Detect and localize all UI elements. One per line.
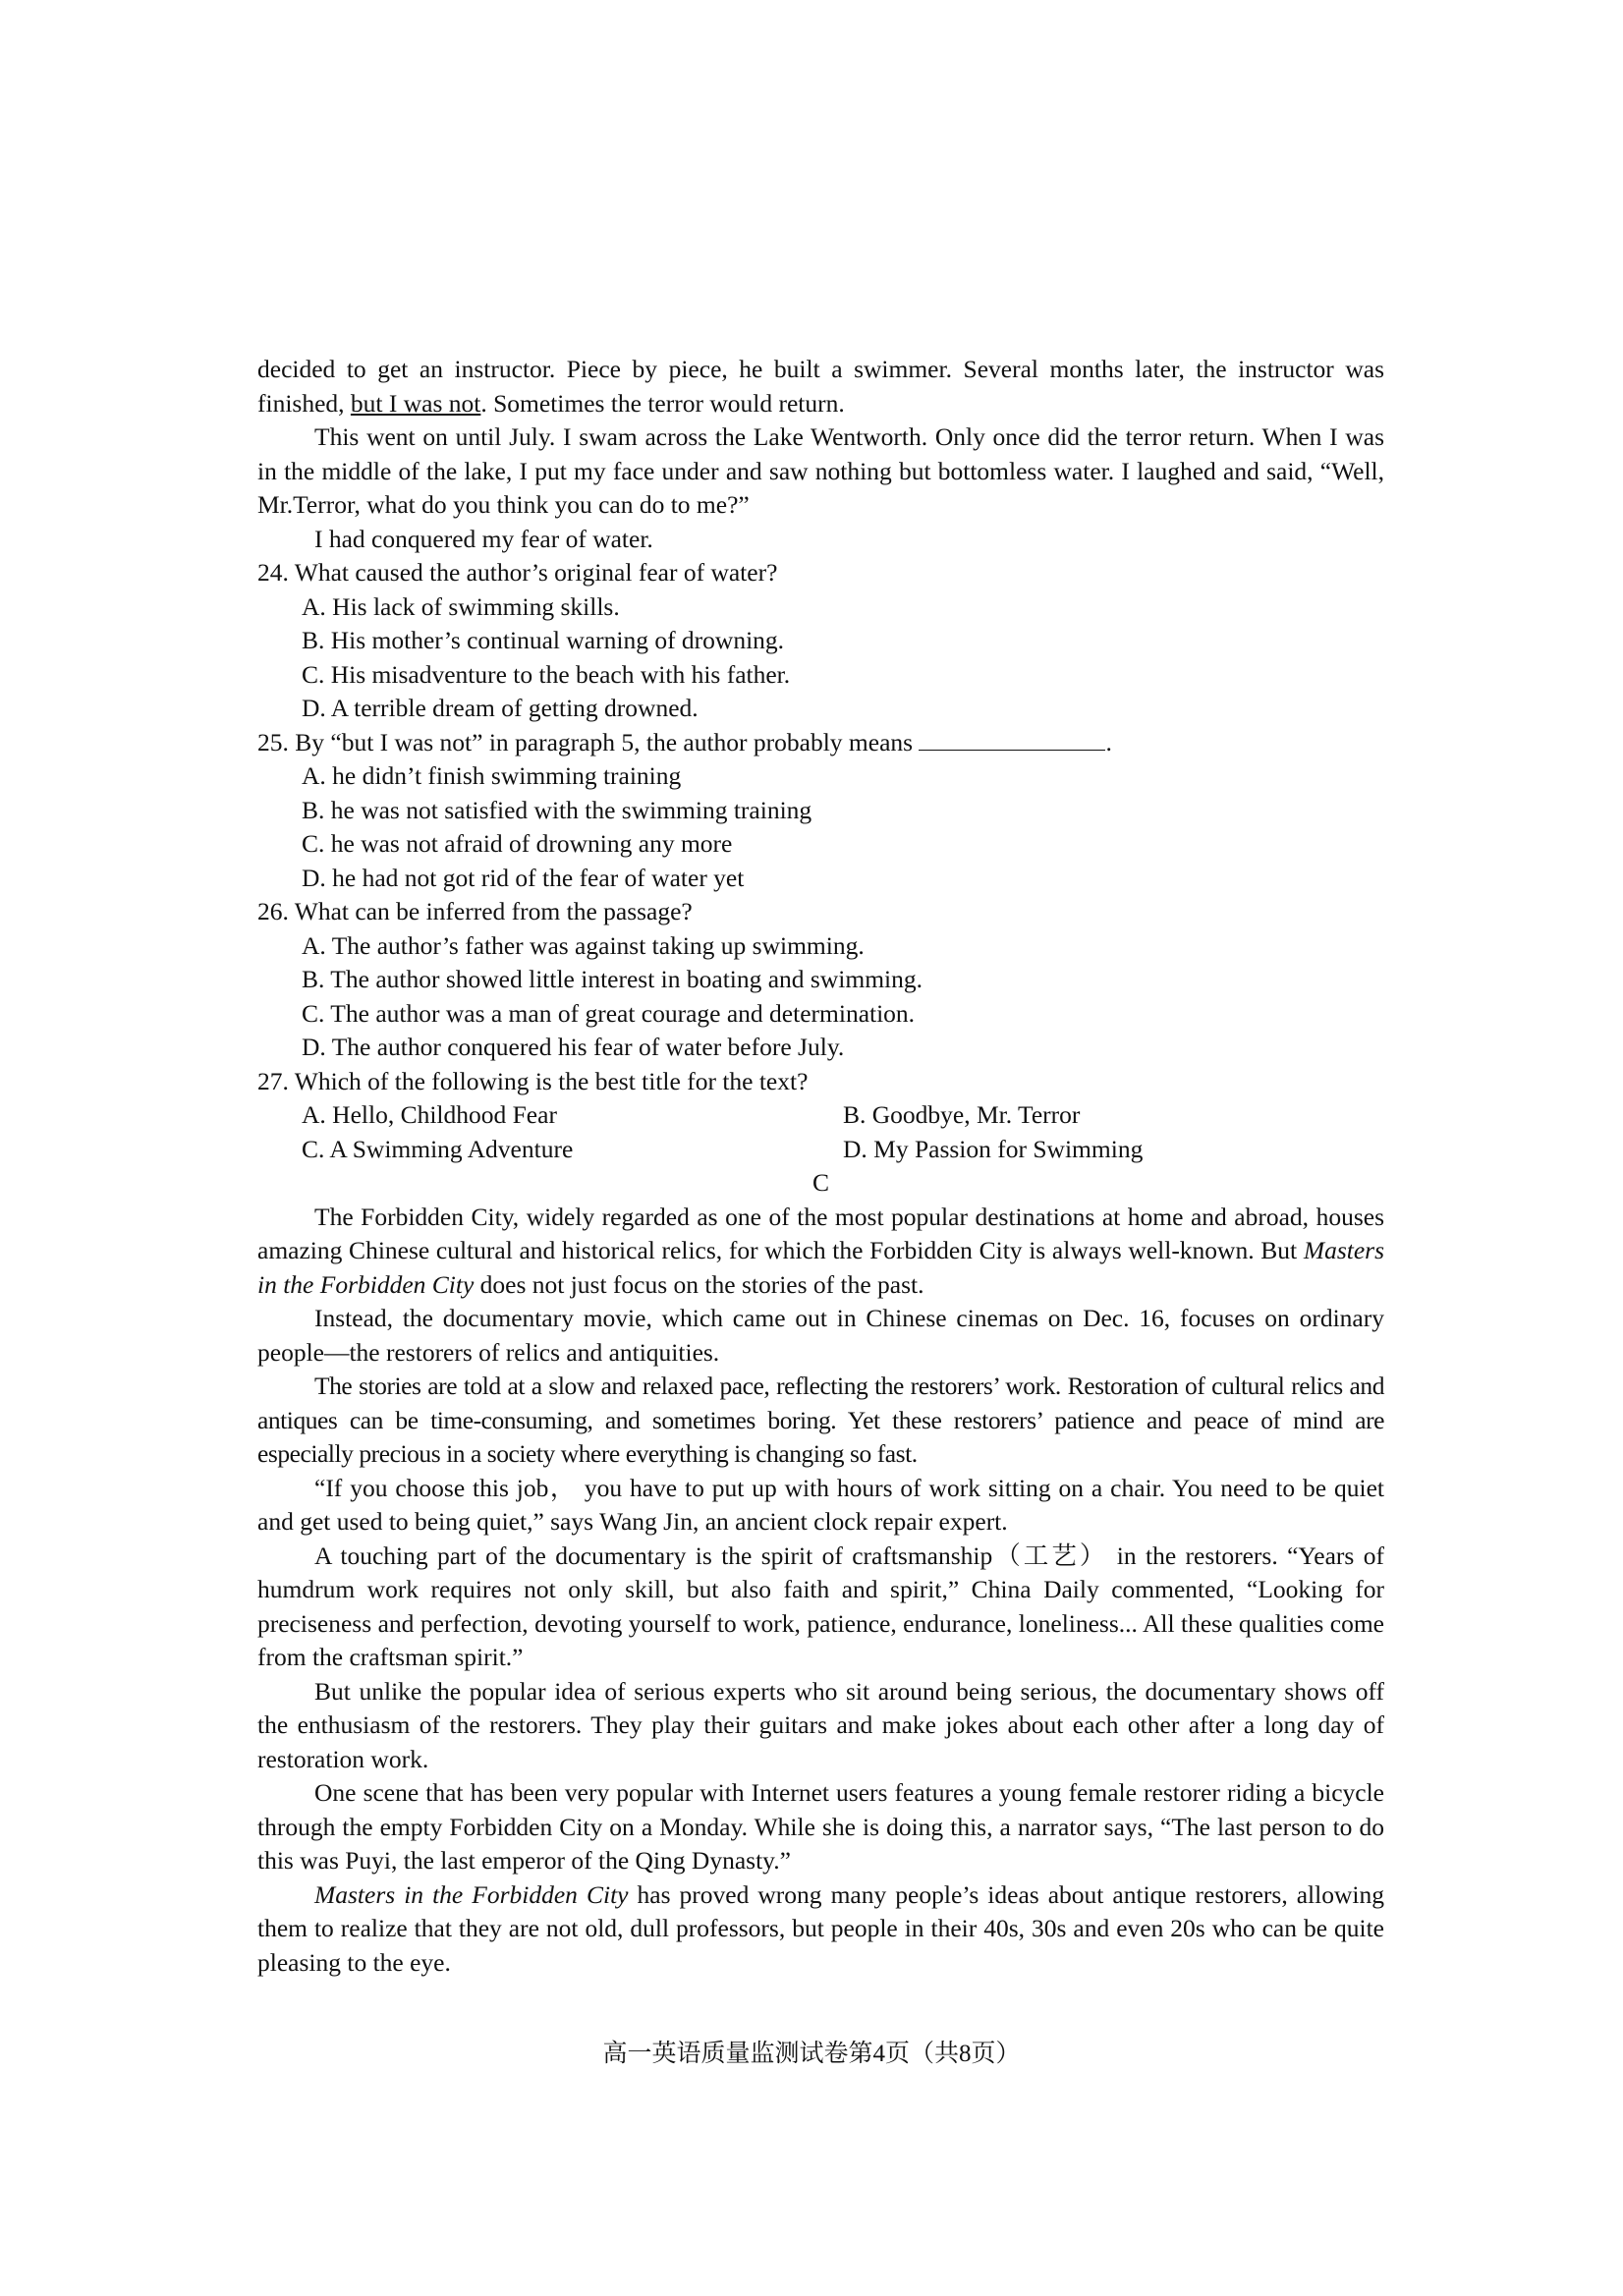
passage-c-paragraph [257,1201,1384,1303]
question-option: C. he was not afraid of drowning any more [302,829,733,858]
passage-c-paragraph [257,1878,1384,1981]
answer-blank [919,726,1105,751]
question-stem-end: . [1105,727,1112,756]
underlined-phrase: but I was not [350,388,481,418]
paragraph-text: The Forbidden City, widely regarded as one of the most popular destinations at home and abroad, houses amazing Chinese cultural and historical relics, for which the Forbidden City is always well-known. But [257,1202,1384,1264]
question-option: A. Hello, Childhood Fear [302,1100,557,1129]
question-option: D. The author conquered his fear of water before July. [302,1033,845,1061]
question-option: A. he didn’t finish swimming training [302,761,682,790]
question-option: C. His misadventure to the beach with his father. [302,659,791,689]
question-stem: 27. Which of the following is the best title for the text? [257,1066,809,1095]
option-row [257,1098,1384,1133]
film-title: Masters in the Forbidden City [257,1236,1384,1299]
passage-c-paragraph: A touching part of the documentary is the spirit of craftsmanship（工艺） in the restorers. “Years of humdrum work requires not only skill, but also faith and spirit,” China Daily commented, “Looking for preciseness and perfection, devoting yourself to work, patience, endurance, loneliness... All these qualities come from the craftsman spirit.” [257,1540,1384,1671]
paragraph-text: . Sometimes the terror would return. [480,388,845,418]
question-option: A. The author’s father was against taking up swimming. [302,930,865,960]
film-title: Masters in the Forbidden City [314,1879,629,1909]
paragraph-text: does not just focus on the stories of the past. [474,1269,924,1299]
question-stem [257,726,1384,760]
question-option: B. The author showed little interest in boating and swimming. [302,965,923,993]
passage-c-paragraph: “If you choose this job， you have to put up with hours of work sitting on a chair. You need to be quiet and get used to being quiet,” says Wang Jin, an ancient clock repair expert. [257,1473,1384,1536]
question-option: B. His mother’s continual warning of drowning. [302,626,785,654]
question-stem: 24. What caused the author’s original fear of water? [257,558,778,587]
question-option: B. he was not satisfied with the swimming training [302,795,812,824]
paragraph-text: decided to get an instructor. Piece by piece, he built a swimmer. Several months later, the instructor was finished, [257,355,1384,418]
passage-c-paragraph: But unlike the popular idea of serious experts who sit around being serious, the documentary shows off the enthusiasm of the restorers. They play their guitars and make jokes about each other after a long day of restoration work. [257,1676,1384,1773]
question-option: B. Goodbye, Mr. Terror [843,1100,1081,1129]
question-option: C. A Swimming Adventure [302,1134,574,1163]
question-stem: 26. What can be inferred from the passage? [257,897,693,925]
question-option: C. The author was a man of great courage and determination. [302,998,916,1028]
question-stem-text: 25. By “but I was not” in paragraph 5, the author probably means [257,727,914,756]
question-option: D. he had not got rid of the fear of water yet [302,863,745,892]
question-option: A. His lack of swimming skills. [302,591,620,621]
passage-c-paragraph: One scene that has been very popular with Internet users features a young female restorer riding a bicycle through the empty Forbidden City on a Monday. While she is doing this, a narrator says, “The last person to do this was Puyi, the last emperor of the Qing Dynasty.” [257,1778,1384,1875]
passage-b-paragraph [257,353,1384,420]
passage-c-paragraph: Instead, the documentary movie, which came out in Chinese cinemas on Dec. 16, focuses on ordinary people—the restorers of relics and antiquities. [257,1304,1384,1367]
question-option: D. A terrible dream of getting drowned. [302,694,699,722]
passage-c-paragraph: The stories are told at a slow and relaxed pace, reflecting the restorers’ work. Restoration of cultural relics and antiques can be time-consuming, and sometimes boring. Yet these restorers’ patience and peace of mind are especially precious in a society where everything is changing so fast. [257,1372,1384,1468]
page-footer: 高一英语质量监测试卷第4页（共8页） [602,2041,1021,2067]
question-option: D. My Passion for Swimming [843,1134,1144,1163]
paragraph-text: has proved wrong many people’s ideas about antique restorers, allowing them to realize that they are not old, dull professors, but people in their 40s, 30s and even 20s who can be quite pleasing to the eye. [257,1879,1384,1977]
passage-b-paragraph: I had conquered my fear of water. [314,524,653,553]
passage-label: C [812,1168,829,1197]
option-row [257,1133,1384,1167]
page-content [257,353,1384,1980]
passage-b-paragraph: This went on until July. I swam across the Lake Wentworth. Only once did the terror return. When I was in the middle of the lake, I put my face under and saw nothing but bottomless water. I laughed and said, “Well, Mr.Terror, what do you think you can do to me?” [257,422,1384,519]
